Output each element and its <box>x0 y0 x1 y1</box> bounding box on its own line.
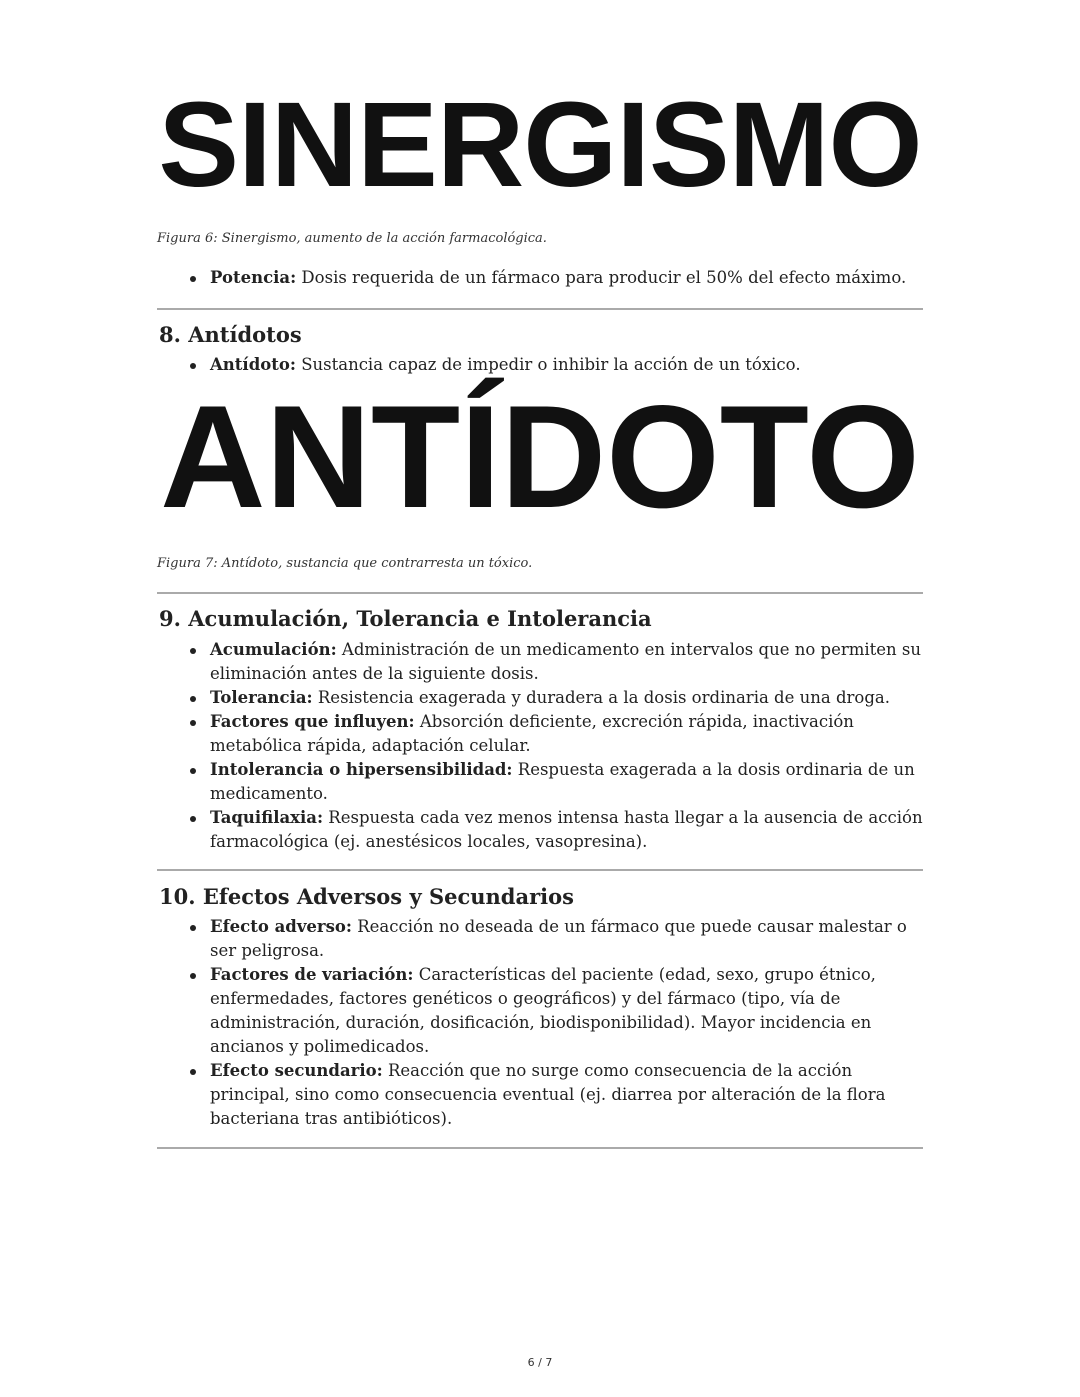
list-item <box>210 266 923 290</box>
term: Potencia: <box>210 268 297 287</box>
figure-6-image: SINERGISMO <box>158 76 922 212</box>
term: Antídoto: <box>210 355 296 374</box>
divider <box>157 308 923 310</box>
definition: Absorción deficiente, excreción rápida, inactivación metabólica rápida, adaptación celular. <box>210 712 854 755</box>
term: Intolerancia o hipersensibilidad: <box>210 760 513 779</box>
figure-6-caption: Figura 6: Sinergismo, aumento de la acción farmacológica. <box>157 231 547 246</box>
definition: Resistencia exagerada y duradera a la dosis ordinaria de una droga. <box>312 688 890 707</box>
figure-7-image: ANTÍDOTO <box>160 375 920 538</box>
section-8-list <box>157 353 923 377</box>
term: Acumulación: <box>210 640 337 659</box>
definition: Reacción que no surge como consecuencia de la acción principal, sino como consecuencia eventual (ej. diarrea por alteración de la flora bacteriana tras antibióticos). <box>210 1061 886 1128</box>
section-9-list <box>157 638 923 854</box>
list-item <box>210 963 923 1059</box>
term: Efecto secundario: <box>210 1061 383 1080</box>
list-item <box>210 1059 923 1131</box>
definition: Dosis requerida de un fármaco para producir el 50% del efecto máximo. <box>296 268 907 287</box>
section-8-heading: 8. Antídotos <box>159 322 302 347</box>
term: Factores que influyen: <box>210 712 415 731</box>
list-item <box>210 710 923 758</box>
definition: Respuesta cada vez menos intensa hasta llegar a la ausencia de acción farmacológica (ej. anestésicos locales, vasopresina). <box>210 808 923 851</box>
list-item <box>210 915 923 963</box>
divider <box>157 1147 923 1149</box>
definition: Reacción no deseada de un fármaco que puede causar malestar o ser peligrosa. <box>210 917 907 960</box>
page-number: 6 / 7 <box>527 1356 553 1369</box>
divider <box>157 592 923 594</box>
definition: Sustancia capaz de impedir o inhibir la acción de un tóxico. <box>295 355 801 374</box>
definition: Respuesta exagerada a la dosis ordinaria de un medicamento. <box>210 760 915 803</box>
definition: Características del paciente (edad, sexo, grupo étnico, enfermedades, factores genéticos o geográficos) y del fármaco (tipo, vía de administración, duración, dosificación, biodisponibilidad). Mayor incidencia en ancianos y polimedicados. <box>210 965 876 1056</box>
section-10-heading: 10. Efectos Adversos y Secundarios <box>159 884 574 909</box>
term: Factores de variación: <box>210 965 414 984</box>
term: Taquifilaxia: <box>210 808 324 827</box>
potencia-list <box>157 266 923 290</box>
figure-7-caption: Figura 7: Antídoto, sustancia que contrarresta un tóxico. <box>157 556 533 571</box>
list-item <box>210 686 923 710</box>
list-item <box>210 758 923 806</box>
divider <box>157 869 923 871</box>
list-item <box>210 353 923 377</box>
term: Tolerancia: <box>210 688 313 707</box>
section-9-heading: 9. Acumulación, Tolerancia e Intolerancia <box>159 606 652 631</box>
section-10-list <box>157 915 923 1131</box>
list-item <box>210 638 923 686</box>
term: Efecto adverso: <box>210 917 352 936</box>
list-item <box>210 806 923 854</box>
definition: Administración de un medicamento en intervalos que no permiten su eliminación antes de la siguiente dosis. <box>210 640 922 683</box>
